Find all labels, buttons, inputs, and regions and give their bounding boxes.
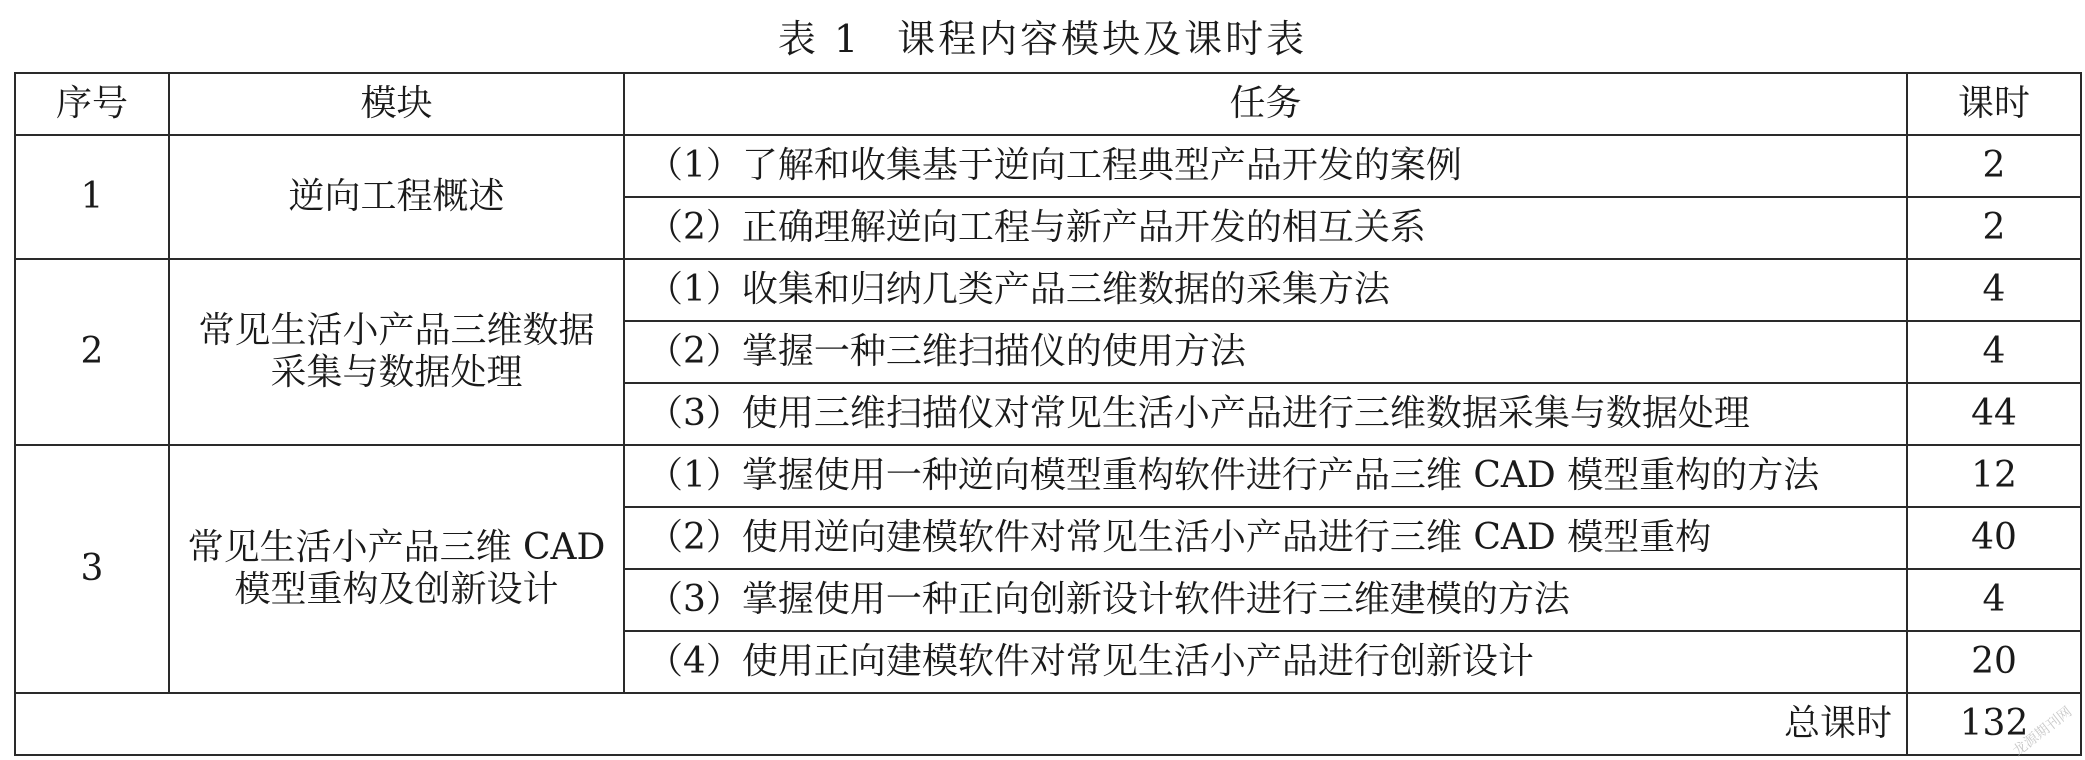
- table-row: [15, 445, 2081, 507]
- task-hours: 20: [1907, 631, 2081, 693]
- module-name: [169, 259, 624, 445]
- task-hours: 4: [1907, 259, 2081, 321]
- module-name: [169, 135, 624, 259]
- task-text: （3）使用三维扫描仪对常见生活小产品进行三维数据采集与数据处理: [624, 383, 1907, 445]
- module-seq: 3: [15, 445, 169, 693]
- watermark: 龙源期刊网: [2010, 703, 2076, 760]
- header-row: [15, 73, 2081, 135]
- task-text: （1）收集和归纳几类产品三维数据的采集方法: [624, 259, 1907, 321]
- task-hours: 4: [1907, 321, 2081, 383]
- task-text: （1）了解和收集基于逆向工程典型产品开发的案例: [624, 135, 1907, 197]
- task-text: （2）使用逆向建模软件对常见生活小产品进行三维 CAD 模型重构: [624, 507, 1907, 569]
- task-text: （4）使用正向建模软件对常见生活小产品进行创新设计: [624, 631, 1907, 693]
- total-label: 总课时: [15, 693, 1907, 755]
- table-body: [15, 135, 2081, 755]
- module-name-line: 采集与数据处理: [270, 352, 523, 393]
- task-text: （2）掌握一种三维扫描仪的使用方法: [624, 321, 1907, 383]
- task-hours: 2: [1907, 135, 2081, 197]
- course-table: [14, 72, 2082, 756]
- header-hours: 课时: [1907, 73, 2081, 135]
- task-hours: 4: [1907, 569, 2081, 631]
- task-text: （1）掌握使用一种逆向模型重构软件进行产品三维 CAD 模型重构的方法: [624, 445, 1907, 507]
- task-hours: 40: [1907, 507, 2081, 569]
- total-hours: 132: [1907, 693, 2081, 755]
- header-module: 模块: [169, 73, 624, 135]
- task-hours: 12: [1907, 445, 2081, 507]
- task-hours: 2: [1907, 197, 2081, 259]
- table-row: [15, 135, 2081, 197]
- total-row: [15, 693, 2081, 755]
- table-caption: [0, 8, 2085, 63]
- caption-label: 表 1: [777, 17, 862, 61]
- module-name-line: 常见生活小产品三维数据: [198, 310, 595, 351]
- module-name-line: 模型重构及创新设计: [234, 569, 559, 610]
- caption-title: 课程内容模块及课时表: [897, 17, 1308, 61]
- header-seq: 序号: [15, 73, 169, 135]
- module-seq: 1: [15, 135, 169, 259]
- module-name-line: 常见生活小产品三维 CAD: [187, 527, 606, 568]
- module-seq: 2: [15, 259, 169, 445]
- module-name: [169, 445, 624, 693]
- module-name-line: 逆向工程概述: [288, 176, 505, 217]
- task-hours: 44: [1907, 383, 2081, 445]
- task-text: （2）正确理解逆向工程与新产品开发的相互关系: [624, 197, 1907, 259]
- table-row: [15, 259, 2081, 321]
- header-task: 任务: [624, 73, 1907, 135]
- task-text: （3）掌握使用一种正向创新设计软件进行三维建模的方法: [624, 569, 1907, 631]
